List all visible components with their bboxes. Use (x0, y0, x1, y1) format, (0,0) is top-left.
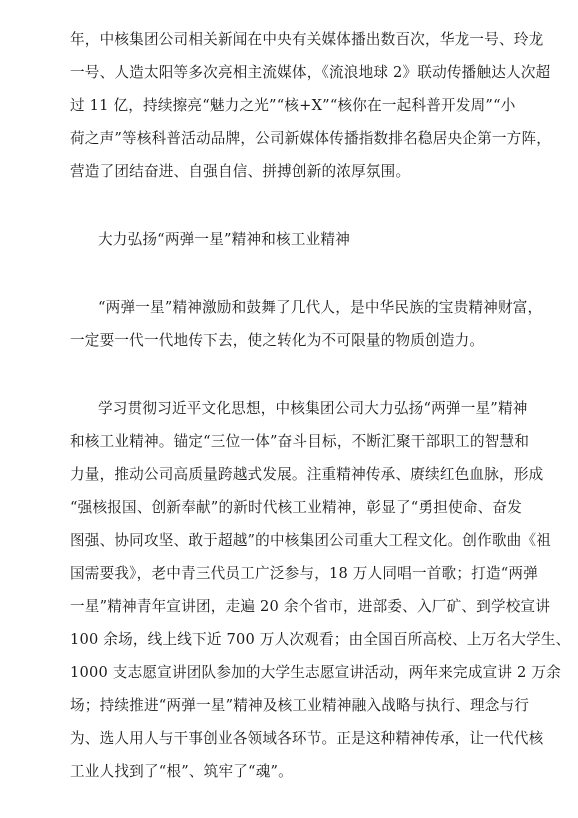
section-heading: 大力弘扬“两弹一星”精神和核工业精神 (98, 231, 351, 248)
text-line: 营造了团结奋进、自强自信、拼搏创新的浓厚氛围。 (70, 163, 411, 180)
text-line: 工业人找到了“根”、筑牢了“魂”。 (70, 763, 293, 780)
text-line: 荷之声”等核科普活动品牌，公司新媒体传播指数排名稳居央企第一方阵， (70, 130, 552, 147)
text-line: 为、选人用人与干事创业各领域各环节。正是这种精神传承，让一代代核 (70, 730, 544, 747)
text-line: 一星”精神青年宣讲团，走遍 20 余个省市，进部委、入厂矿、到学校宣讲 (70, 598, 551, 615)
text-line: 力量，推动公司高质量跨越式发展。注重精神传承、赓续红色血脉，形成 (70, 466, 544, 483)
text-line: 年，中核集团公司相关新闻在中央有关媒体播出数百次，华龙一号、玲龙 (70, 31, 544, 48)
text-line: 国需要我》，老中青三代员工广泛参与，18 万人同唱一首歌；打造“两弹 (70, 565, 538, 582)
text-line: 一定要一代一代地传下去，使之转化为不可限量的物质创造力。 (70, 332, 485, 349)
text-line: 和核工业精神。锚定“三位一体”奋斗目标，不断汇聚干部职工的智慧和 (70, 433, 530, 450)
text-line: 场；持续推进“两弹一星”精神及核工业精神融入战略与执行、理念与行 (70, 697, 530, 714)
text-line: “两弹一星”精神激励和鼓舞了几代人，是中华民族的宝贵精神财富， (98, 299, 543, 316)
text-line: 100 余场，线上线下近 700 万人次观看；由全国百所高校、上万名大学生、 (70, 631, 571, 648)
text-line: 1000 支志愿宣讲团队参加的大学生志愿宣讲活动，两年来完成宣讲 2 万余 (70, 664, 561, 681)
text-line: 过 11 亿，持续擦亮“魅力之光”“核+X”“核你在一起科普开发周”“小 (70, 97, 516, 114)
text-line: 图强、协同攻坚、敢于超越”的中核集团公司重大工程文化。创作歌曲《祖 (70, 532, 552, 549)
text-line: 学习贯彻习近平文化思想，中核集团公司大力弘扬“两弹一星”精神 (98, 400, 528, 417)
text-line: 一号、人造太阳等多次亮相主流媒体，《流浪地球 2》联动传播触达人次超 (70, 64, 551, 81)
text-line: “强核报国、创新奉献”的新时代核工业精神，彰显了“勇担使命、奋发 (70, 499, 523, 516)
